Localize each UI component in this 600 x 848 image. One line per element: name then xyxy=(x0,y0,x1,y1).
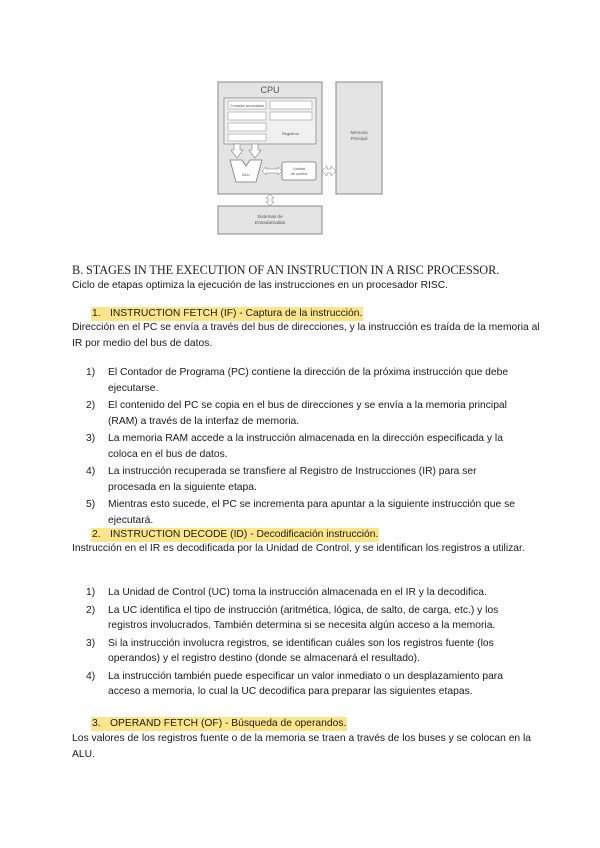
section-number: 3. xyxy=(92,718,101,729)
section-3-title xyxy=(91,717,347,731)
accumulator-label: Contador acumulador xyxy=(230,104,265,108)
list-item: 1) El Contador de Programa (PC) contiene la dirección de la próxima instrucción que debe ejecutarse. xyxy=(86,367,509,394)
list-item: 5) Mientras esto sucede, el PC se incrementa para apuntar a la siguiente instrucción que se ejecutará. xyxy=(86,499,515,526)
registers-label: Registros xyxy=(282,131,299,136)
section-2-steps xyxy=(86,585,526,702)
io-label-2: Entrada/Salida xyxy=(254,220,286,225)
section-number: 1. xyxy=(92,308,101,319)
section-1-title xyxy=(91,307,363,321)
control-unit-label-2: de control xyxy=(290,172,308,176)
section-title-text: OPERAND FETCH (OF) - Búsqueda de operandos. xyxy=(110,718,347,729)
section-heading: B. STAGES IN THE EXECUTION OF AN INSTRUCTION IN A RISC PROCESSOR. xyxy=(72,263,500,277)
control-unit-box xyxy=(282,162,316,180)
list-item: 4) La instrucción también puede especificar un valor inmediato o un desplazamiento para acceso a memoria, lo cual la UC decodifica para preparar las siguientes etapas. xyxy=(86,670,503,697)
intro-paragraph: Ciclo de etapas optimiza la ejecución de las instrucciones en un procesador RISC. xyxy=(72,280,449,291)
list-item: 3) La memoria RAM accede a la instrucción almacenada en la dirección especificada y la coloca en el bus de datos. xyxy=(86,433,503,460)
control-unit-label-1: Unidad xyxy=(292,167,306,171)
section-2-title xyxy=(91,528,379,542)
alu-label: ALU xyxy=(242,172,250,177)
io-label-1: Sistemas de xyxy=(257,214,283,219)
section-2-description: Instrucción en el IR es decodificada por la Unidad de Control, y se identifican los registros a utilizar. xyxy=(72,543,525,554)
cpu-title: CPU xyxy=(260,85,280,95)
list-item: 2) El contenido del PC se copia en el bus de direcciones y se envía a la memoria principal (RAM) a través de la interfaz de memoria. xyxy=(86,400,507,427)
memory-label-2: Principal xyxy=(350,136,368,141)
list-item: 1) La Unidad de Control (UC) toma la instrucción almacenada en el IR y la decodifica. xyxy=(86,587,487,598)
memory-label-1: Memoria xyxy=(350,130,368,135)
list-item: 2) La UC identifica el tipo de instrucción (aritmética, lógica, de salto, de carga, etc.) y los registros involucrados. También determina si se necesita algún acceso a la memoria. xyxy=(86,604,499,631)
list-item: 3) Si la instrucción involucra registros, se identifican cuáles son los registros fuente (los operandos) y el registro destino (donde se almacenará el resultado). xyxy=(86,637,494,664)
section-1-description: Dirección en el PC se envía a través del bus de direcciones, y la instrucción es traída de la memoria al IR por medio del bus de datos. xyxy=(72,322,540,349)
section-3-description: Los valores de los registros fuente o de la memoria se traen a través de los buses y se colocan en la ALU. xyxy=(72,733,532,760)
section-title-text: INSTRUCTION DECODE (ID) - Decodificación instrucción. xyxy=(110,529,379,540)
cpu-architecture-diagram xyxy=(216,78,386,238)
list-item: 4) La instrucción recuperada se transfiere al Registro de Instrucciones (IR) para ser procesada en la siguiente etapa. xyxy=(86,466,477,493)
section-number: 2. xyxy=(92,529,101,540)
section-title-text: INSTRUCTION FETCH (IF) - Captura de la instrucción. xyxy=(110,308,363,319)
section-1-steps xyxy=(86,365,526,530)
